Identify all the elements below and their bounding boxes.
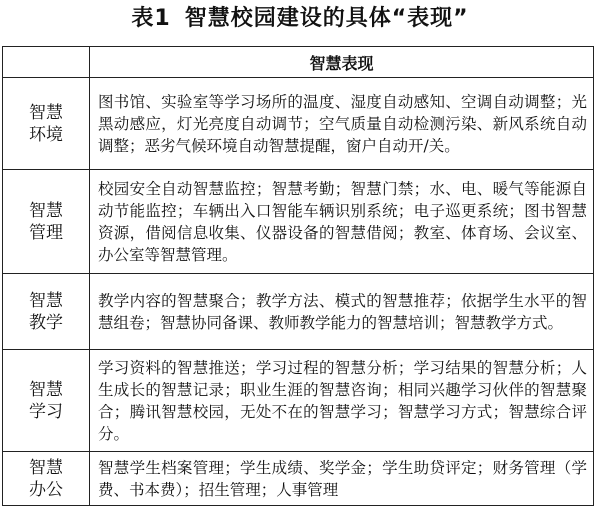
- row-category: 智慧 学习: [3, 350, 90, 452]
- table-number: 表1: [131, 6, 171, 31]
- table-row: [3, 274, 594, 350]
- row-category: 智慧 教学: [3, 274, 90, 350]
- table-row: [3, 350, 594, 452]
- column-header: 智慧表现: [90, 47, 594, 78]
- row-content: 教学内容的智慧聚合；教学方法、模式的智慧推荐；依据学生水平的智慧组卷；智慧协同备课、教师教学能力的智慧培训；智慧教学方式。: [90, 274, 594, 350]
- table-caption: 智慧校园建设的具体“表现”: [184, 6, 469, 31]
- row-category: 智慧 环境: [3, 78, 90, 170]
- smart-campus-table: [2, 46, 594, 506]
- table-row: [3, 78, 594, 170]
- row-category: 智慧 管理: [3, 170, 90, 274]
- row-content: 学习资料的智慧推送；学习过程的智慧分析；学习结果的智慧分析；人生成长的智慧记录；职业生涯的智慧咨询；相同兴趣学习伙伴的智慧聚合；腾讯智慧校园，无处不在的智慧学习；智慧学习方式；智慧综合评分。: [90, 350, 594, 452]
- table-title: [0, 6, 600, 32]
- row-content: 智慧学生档案管理；学生成绩、奖学金；学生助贷评定；财务管理（学费、书本费）；招生管理；人事管理: [90, 452, 594, 506]
- table-row: [3, 452, 594, 506]
- table-row: [3, 170, 594, 274]
- row-category: 智慧 办公: [3, 452, 90, 506]
- row-content: 校园安全自动智慧监控；智慧考勤；智慧门禁；水、电、暖气等能源自动节能监控；车辆出入口智能车辆识别系统；电子巡更系统；图书智慧资源，借阅信息收集、仪器设备的智慧借阅；教室、体育场、会议室、办公室等智慧管理。: [90, 170, 594, 274]
- header-row: [3, 47, 594, 78]
- row-content: 图书馆、实验室等学习场所的温度、湿度自动感知、空调自动调整；光黑动感应，灯光亮度自动调节；空气质量自动检测污染、新风系统自动调整；恶劣气候环境自动智慧提醒，窗户自动开/关。: [90, 78, 594, 170]
- corner-cell: [3, 47, 90, 78]
